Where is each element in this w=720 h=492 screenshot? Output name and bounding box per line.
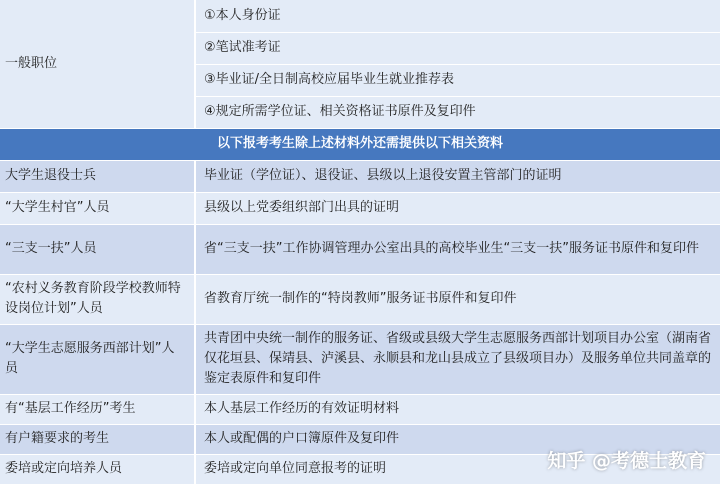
table-row xyxy=(0,224,720,274)
table-row xyxy=(0,324,720,394)
requirement-cell: 共青团中央统一制作的服务证、省级或县级大学生志愿服务西部计划项目办公室（湖南省仅花垣县、保靖县、泸溪县、永顺县和龙山县成立了县级项目办）及服务单位共同盖章的鉴定表原件和复印件 xyxy=(195,324,720,394)
general-item-1: ①本人身份证 xyxy=(195,0,720,32)
requirement-cell: 毕业证（学位证）、退役证、县级以上退役安置主管部门的证明 xyxy=(195,160,720,192)
requirement-cell: 县级以上党委组织部门出具的证明 xyxy=(195,192,720,224)
category-cell: “三支一扶”人员 xyxy=(0,224,195,274)
section-title: 以下报考考生除上述材料外还需提供以下相关资料 xyxy=(0,128,720,160)
table-row xyxy=(0,394,720,424)
requirement-cell: 省“三支一扶”工作协调管理办公室出具的高校毕业生“三支一扶”服务证书原件和复印件 xyxy=(195,224,720,274)
general-item-4: ④规定所需学位证、相关资格证书原件及复印件 xyxy=(195,96,720,128)
category-cell: 大学生退役士兵 xyxy=(0,160,195,192)
table-row xyxy=(0,192,720,224)
general-item-3: ③毕业证/全日制高校应届毕业生就业推荐表 xyxy=(195,64,720,96)
general-position-label: 一般职位 xyxy=(0,0,195,128)
section-header-row xyxy=(0,128,720,160)
category-cell: “大学生志愿服务西部计划”人员 xyxy=(0,324,195,394)
category-cell: 委培或定向培养人员 xyxy=(0,454,195,484)
requirement-cell: 委培或定向单位同意报考的证明 xyxy=(195,454,720,484)
requirement-cell: 本人或配偶的户口簿原件及复印件 xyxy=(195,424,720,454)
table-row xyxy=(0,274,720,324)
table-row xyxy=(0,160,720,192)
requirement-cell: 省教育厅统一制作的“特岗教师”服务证书原件和复印件 xyxy=(195,274,720,324)
category-cell: 有“基层工作经历”考生 xyxy=(0,394,195,424)
watermark: 知乎 @考德士教育 xyxy=(547,450,706,472)
category-cell: 有户籍要求的考生 xyxy=(0,424,195,454)
requirement-cell: 本人基层工作经历的有效证明材料 xyxy=(195,394,720,424)
general-item-2: ②笔试准考证 xyxy=(195,32,720,64)
category-cell: “大学生村官”人员 xyxy=(0,192,195,224)
table-row xyxy=(0,0,720,32)
category-cell: “农村义务教育阶段学校教师特设岗位计划”人员 xyxy=(0,274,195,324)
